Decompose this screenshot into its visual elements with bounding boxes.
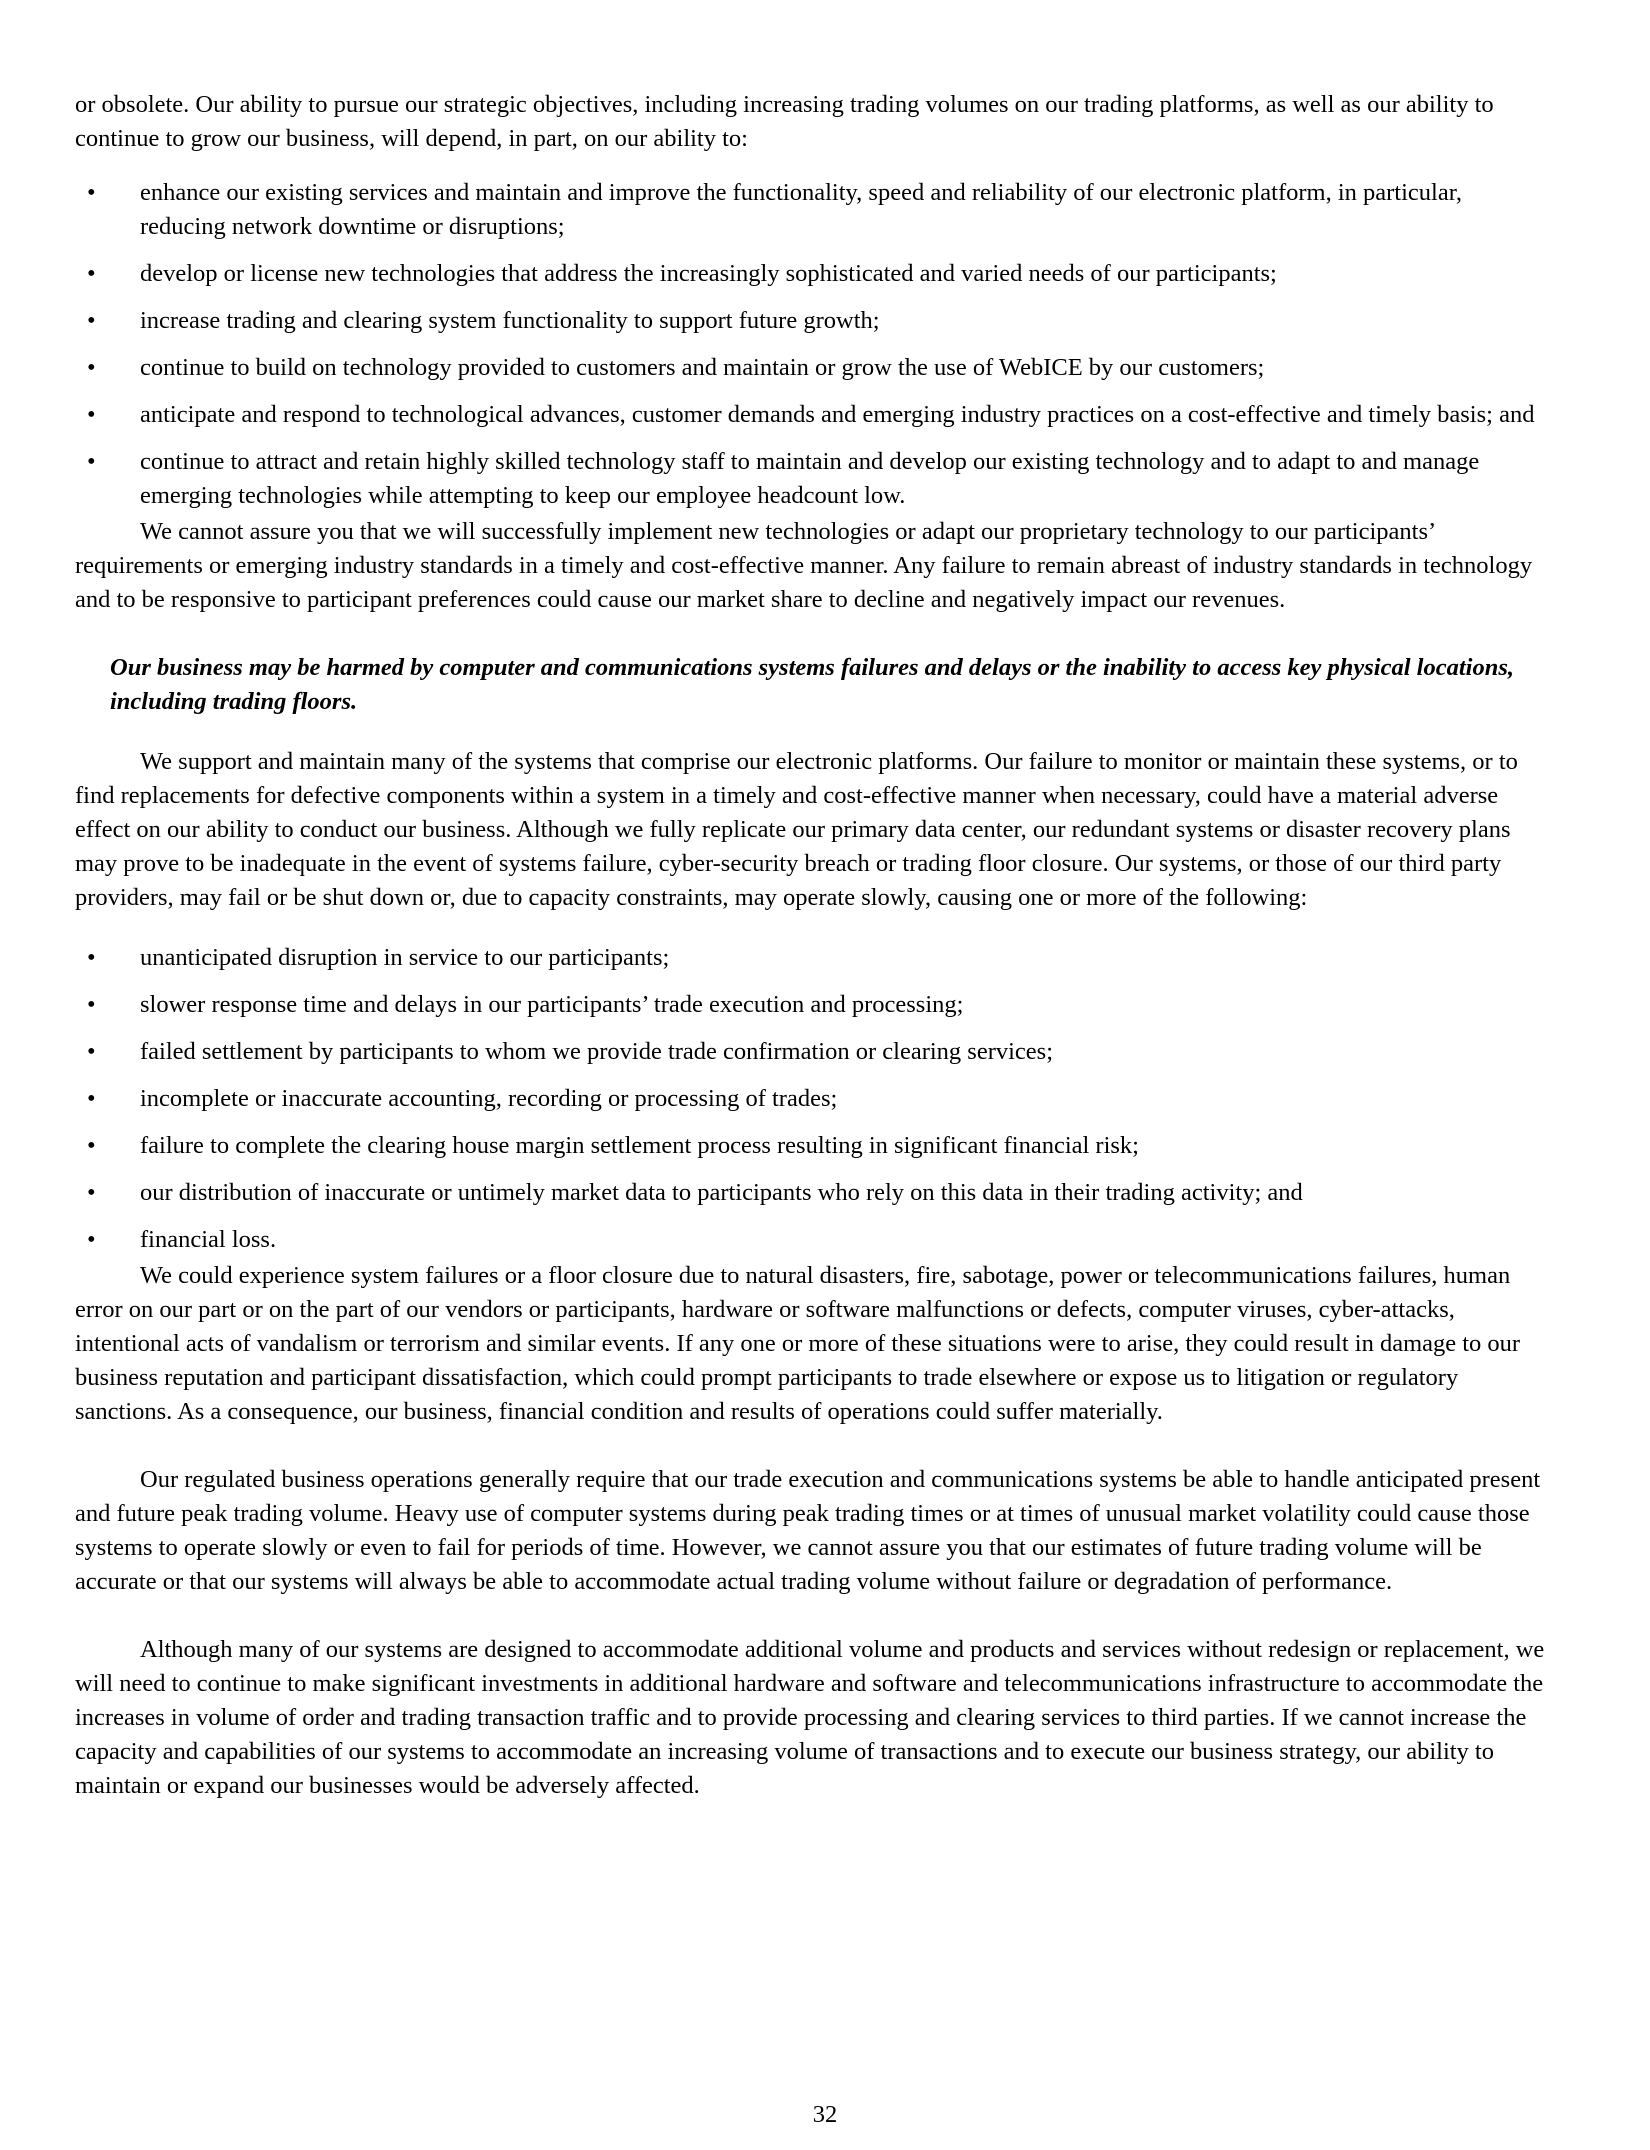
bullet-icon: • — [87, 448, 96, 475]
objectives-list — [75, 176, 1550, 513]
list-item — [75, 304, 1550, 338]
body-paragraph: We could experience system failures or a floor closure due to natural disasters, fire, sabotage, power or telecommunications failures, human error on our part or on the part of our vendors or participants, hardware or software malfunctions or defects, computer viruses, cyber-attacks, intentional acts of vandalism or terrorism and similar events. If any one or more of these situations were to arise, they could result in damage to our business reputation and participant dissatisfaction, which could prompt participants to trade elsewhere or expose us to litigation or regulatory sanctions. As a consequence, our business, financial condition and results of operations could suffer materially. — [75, 1262, 1521, 1425]
list-item-text: anticipate and respond to technological advances, customer demands and emerging industry practices on a cost-effective and timely basis; and — [140, 401, 1535, 428]
bullet-icon: • — [87, 354, 96, 381]
list-item-text: continue to build on technology provided to customers and maintain or grow the use of WebICE by our customers; — [140, 354, 1265, 381]
list-item-text: slower response time and delays in our participants’ trade execution and processing; — [140, 991, 964, 1018]
list-item — [75, 351, 1550, 385]
list-item — [75, 176, 1550, 244]
list-item-text: our distribution of inaccurate or untimely market data to participants who rely on this data in their trading activity; and — [140, 1179, 1303, 1206]
list-item — [75, 1129, 1550, 1163]
list-item-text: enhance our existing services and maintain and improve the functionality, speed and reliability of our electronic platform, in particular, reducing network downtime or disruptions; — [140, 179, 1463, 240]
body-paragraph: We support and maintain many of the systems that comprise our electronic platforms. Our failure to monitor or maintain these systems, or to find replacements for defective components within a system in a timely and cost-effective manner when necessary, could have a material adverse effect on our ability to conduct our business. Although we fully replicate our primary data center, our redundant systems or disaster recovery plans may prove to be inadequate in the event of systems failure, cyber-security breach or trading floor closure. Our systems, or those of our third party providers, may fail or be shut down or, due to capacity constraints, may operate slowly, causing one or more of the following: — [75, 748, 1518, 911]
section-heading: Our business may be harmed by computer and communications systems failures and delays or the inability to access key physical locations, including trading floors. — [110, 654, 1515, 715]
list-item-text: financial loss. — [140, 1226, 277, 1253]
list-item — [75, 988, 1550, 1022]
bullet-icon: • — [87, 401, 96, 428]
list-item — [75, 941, 1550, 975]
bullet-icon: • — [87, 1179, 96, 1206]
body-paragraph: Our regulated business operations generally require that our trade execution and communications systems be able to handle anticipated present and future peak trading volume. Heavy use of computer systems during peak trading times or at times of unusual market volatility could cause those systems to operate slowly or even to fail for periods of time. However, we cannot assure you that our estimates of future trading volume will be accurate or that our systems will always be able to accommodate actual trading volume without failure or degradation of performance. — [75, 1466, 1541, 1595]
document-page — [75, 88, 1550, 1803]
list-item-text: increase trading and clearing system functionality to support future growth; — [140, 307, 880, 334]
bullet-icon: • — [87, 179, 96, 206]
list-item — [75, 1223, 1550, 1257]
body-paragraph: We cannot assure you that we will successfully implement new technologies or adapt our proprietary technology to our participants’ requirements or emerging industry standards in a timely and cost-effective manner. Any failure to remain abreast of industry standards in technology and to be responsive to participant preferences could cause our market share to decline and negatively impact our revenues. — [75, 518, 1533, 613]
list-item — [75, 398, 1550, 432]
failure-effects-list — [75, 941, 1550, 1257]
intro-paragraph: or obsolete. Our ability to pursue our strategic objectives, including increasing trading volumes on our trading platforms, as well as our ability to continue to grow our business, will depend, in part, on our ability to: — [75, 91, 1494, 152]
body-paragraph: Although many of our systems are designed to accommodate additional volume and products and services without redesign or replacement, we will need to continue to make significant investments in additional hardware and software and telecommunications infrastructure to accommodate the increases in volume of order and trading transaction traffic and to provide processing and clearing services to third parties. If we cannot increase the capacity and capabilities of our systems to accommodate an increasing volume of transactions and to execute our business strategy, our ability to maintain or expand our businesses would be adversely affected. — [75, 1636, 1545, 1799]
bullet-icon: • — [87, 1132, 96, 1159]
page-number: 32 — [812, 2101, 838, 2128]
bullet-icon: • — [87, 991, 96, 1018]
bullet-icon: • — [87, 944, 96, 971]
bullet-icon: • — [87, 307, 96, 334]
list-item-text: develop or license new technologies that address the increasingly sophisticated and varied needs of our participants; — [140, 260, 1277, 287]
bullet-icon: • — [87, 1085, 96, 1112]
list-item — [75, 1035, 1550, 1069]
list-item — [75, 1082, 1550, 1116]
list-item-text: failure to complete the clearing house margin settlement process resulting in significant financial risk; — [140, 1132, 1139, 1159]
list-item-text: continue to attract and retain highly skilled technology staff to maintain and develop our existing technology and to adapt to and manage emerging technologies while attempting to keep our employee headcount low. — [140, 448, 1480, 509]
list-item-text: failed settlement by participants to whom we provide trade confirmation or clearing services; — [140, 1038, 1053, 1065]
list-item — [75, 445, 1550, 513]
list-item — [75, 257, 1550, 291]
bullet-icon: • — [87, 1038, 96, 1065]
list-item-text: unanticipated disruption in service to our participants; — [140, 944, 670, 971]
bullet-icon: • — [87, 260, 96, 287]
bullet-icon: • — [87, 1226, 96, 1253]
list-item-text: incomplete or inaccurate accounting, recording or processing of trades; — [140, 1085, 838, 1112]
list-item — [75, 1176, 1550, 1210]
